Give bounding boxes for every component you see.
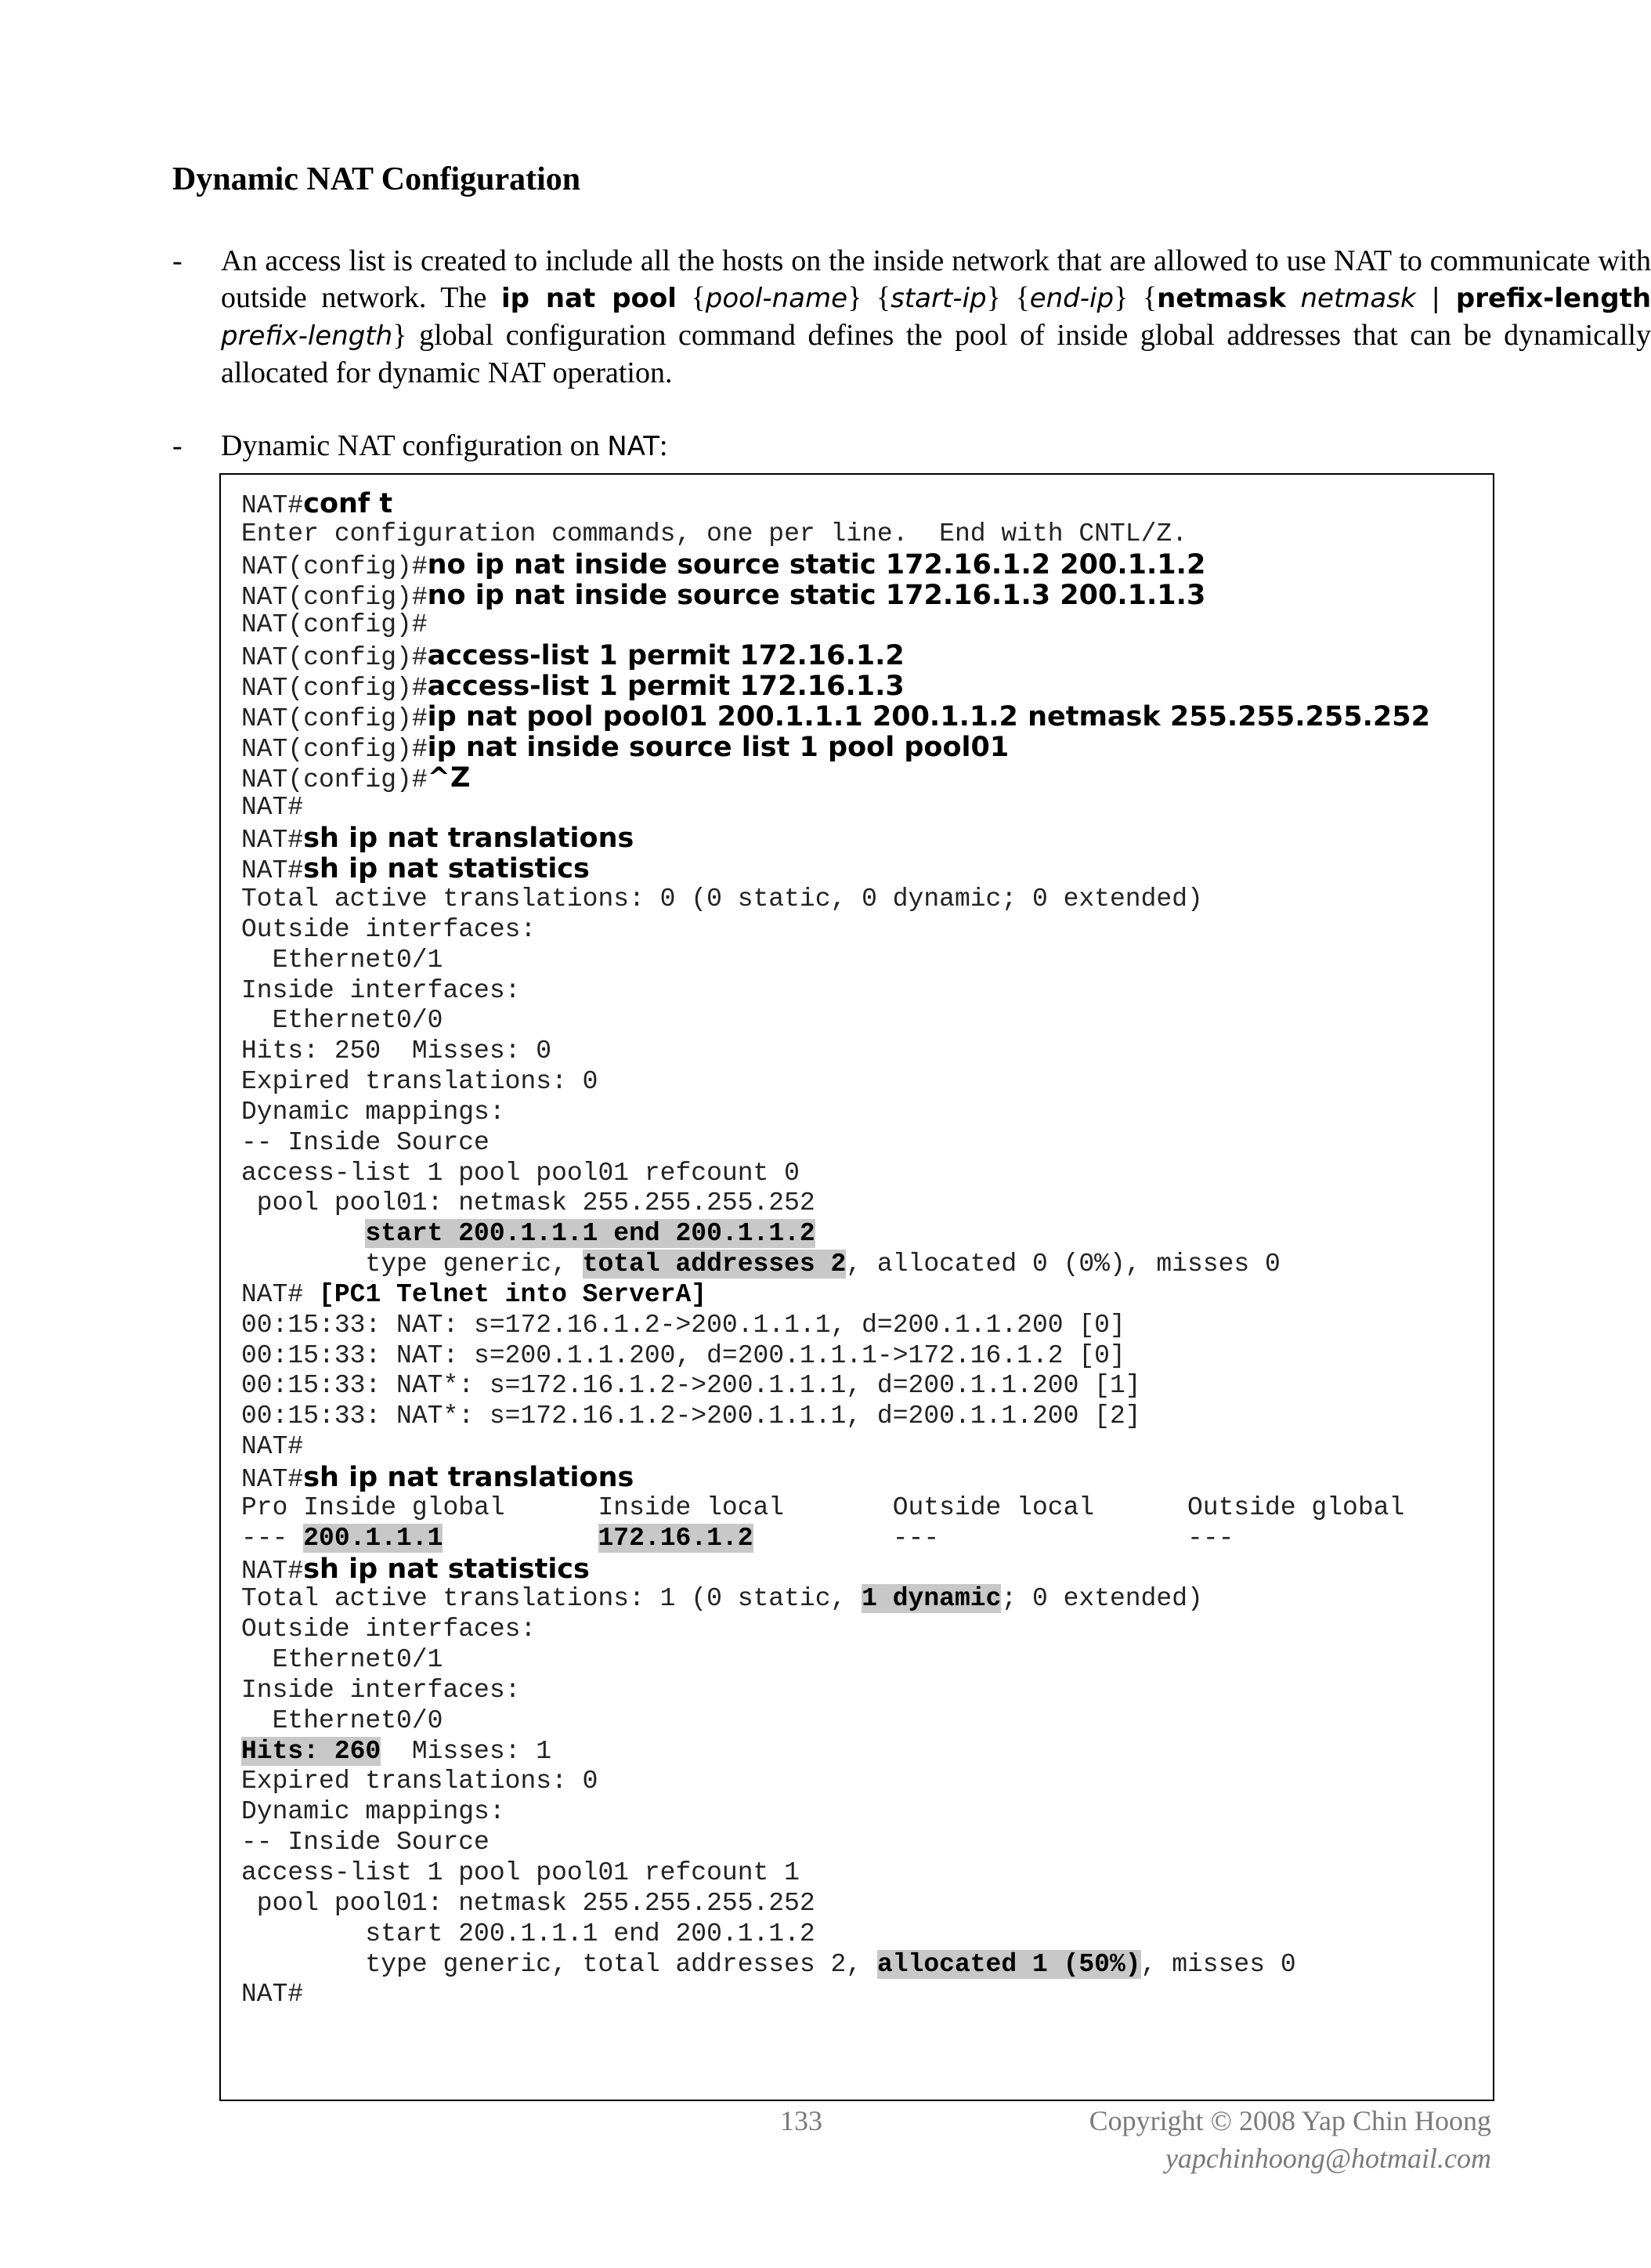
- terminal-line: Enter configuration commands, one per line. End with CNTL/Z.: [241, 519, 1187, 548]
- terminal-line: Hits: 260 Misses: 1: [241, 1736, 552, 1766]
- terminal-line: 00:15:33: NAT: s=172.16.1.2->200.1.1.1, d=200.1.1.200 [0]: [241, 1310, 1125, 1340]
- highlight: 172.16.1.2: [598, 1523, 753, 1553]
- terminal-line: -- Inside Source: [241, 1828, 490, 1857]
- terminal-line: access-list 1 pool pool01 refcount 0: [241, 1158, 800, 1188]
- terminal-line: Ethernet0/1: [241, 945, 443, 975]
- terminal-line: Dynamic mappings:: [241, 1097, 505, 1127]
- terminal-line: pool pool01: netmask 255.255.255.252: [241, 1888, 815, 1918]
- terminal-line: NAT#sh ip nat translations: [241, 823, 634, 855]
- terminal-line: Ethernet0/0: [241, 1006, 443, 1036]
- footer-email: yapchinhoong@hotmail.com: [1165, 2143, 1491, 2174]
- terminal-line: Total active translations: 0 (0 static, 0 dynamic; 0 extended): [241, 884, 1203, 913]
- page-heading: Dynamic NAT Configuration: [172, 161, 581, 197]
- terminal-line: NAT#: [241, 1432, 304, 1462]
- terminal-line: Ethernet0/0: [241, 1706, 443, 1735]
- terminal-line: NAT# [PC1 Telnet into ServerA]: [241, 1279, 707, 1309]
- bullet-text: Dynamic NAT configuration on NAT:: [221, 429, 668, 462]
- terminal-line: type generic, total addresses 2, allocated 1 (50%), misses 0: [241, 1949, 1296, 1979]
- terminal-line: 00:15:33: NAT*: s=172.16.1.2->200.1.1.1, d=200.1.1.200 [1]: [241, 1371, 1141, 1401]
- terminal-line: Inside interfaces:: [241, 975, 521, 1005]
- terminal-line: NAT#sh ip nat translations: [241, 1462, 634, 1494]
- terminal-line: NAT(config)#ip nat pool pool01 200.1.1.1 200.1.1.2 netmask 255.255.255.252: [241, 700, 1430, 733]
- terminal-line: 00:15:33: NAT*: s=172.16.1.2->200.1.1.1, d=200.1.1.200 [2]: [241, 1402, 1141, 1431]
- terminal-line: NAT#sh ip nat statistics: [241, 1553, 590, 1586]
- highlight: total addresses 2: [582, 1250, 847, 1279]
- terminal-line: access-list 1 pool pool01 refcount 1: [241, 1857, 800, 1887]
- terminal-line: NAT#conf t: [241, 488, 393, 520]
- highlight: Hits: 260: [241, 1736, 381, 1766]
- bullet-text: An access list is created to include all the hosts on the inside network that are allowed to use NAT to communicate with outside network. The ip nat pool {pool-name} {start-ip} {end-ip} {netmask netmask | prefix-length prefix-length} global configuration command defines the pool of inside global addresses that can be dynamically allocated for dynamic NAT operation.: [221, 244, 1651, 389]
- terminal-line: NAT(config)#ip nat inside source list 1 pool pool01: [241, 731, 1010, 764]
- bullet-dash: -: [172, 244, 182, 277]
- page-number: 133: [780, 2105, 822, 2136]
- highlight: allocated 1 (50%): [876, 1949, 1141, 1979]
- terminal-line: NAT(config)#no ip nat inside source static 172.16.1.2 200.1.1.2: [241, 548, 1206, 581]
- terminal-line: NAT#: [241, 793, 304, 823]
- terminal-line: start 200.1.1.1 end 200.1.1.2: [241, 1919, 815, 1948]
- terminal-line: Outside interfaces:: [241, 1615, 536, 1644]
- terminal-line: --- 200.1.1.1 172.16.1.2 --- ---: [241, 1523, 1234, 1553]
- terminal-line: Inside interfaces:: [241, 1675, 521, 1705]
- terminal-line: NAT(config)#access-list 1 permit 172.16.1.2: [241, 640, 905, 673]
- highlight: 1 dynamic: [862, 1584, 1002, 1614]
- terminal-line: NAT#sh ip nat statistics: [241, 853, 590, 886]
- terminal-line: 00:15:33: NAT: s=200.1.1.200, d=200.1.1.1->172.16.1.2 [0]: [241, 1340, 1125, 1370]
- terminal-line: Dynamic mappings:: [241, 1797, 505, 1827]
- terminal-lines: [241, 489, 1430, 2010]
- footer-copyright: Copyright © 2008 Yap Chin Hoong: [1089, 2105, 1491, 2136]
- terminal-line: NAT(config)#access-list 1 permit 172.16.1.3: [241, 671, 905, 704]
- terminal-line: NAT#: [241, 1980, 304, 2009]
- terminal-line: Total active translations: 1 (0 static, 1 dynamic; 0 extended): [241, 1584, 1203, 1614]
- highlight: start 200.1.1.1 end 200.1.1.2: [365, 1219, 815, 1249]
- terminal-line: type generic, total addresses 2, allocated 0 (0%), misses 0: [241, 1250, 1281, 1279]
- terminal-line: Ethernet0/1: [241, 1645, 443, 1675]
- highlight: 200.1.1.1: [303, 1523, 443, 1553]
- terminal-line: [241, 1219, 1430, 1250]
- terminal-line: NAT(config)#: [241, 610, 428, 640]
- terminal-line: -- Inside Source: [241, 1127, 490, 1157]
- terminal-line: Pro Inside global Inside local Outside local Outside global: [241, 1492, 1405, 1522]
- terminal-line: Expired translations: 0: [241, 1067, 598, 1097]
- terminal-line: Hits: 250 Misses: 0: [241, 1036, 552, 1066]
- terminal-line: NAT(config)#no ip nat inside source static 172.16.1.3 200.1.1.3: [241, 579, 1206, 612]
- terminal-line: Outside interfaces:: [241, 914, 536, 944]
- terminal-line: pool pool01: netmask 255.255.255.252: [241, 1188, 815, 1218]
- terminal-line: NAT(config)#^Z: [241, 761, 471, 794]
- terminal-output-box: [219, 473, 1494, 2101]
- terminal-line: Expired translations: 0: [241, 1767, 598, 1796]
- bullet-dash: -: [172, 429, 182, 462]
